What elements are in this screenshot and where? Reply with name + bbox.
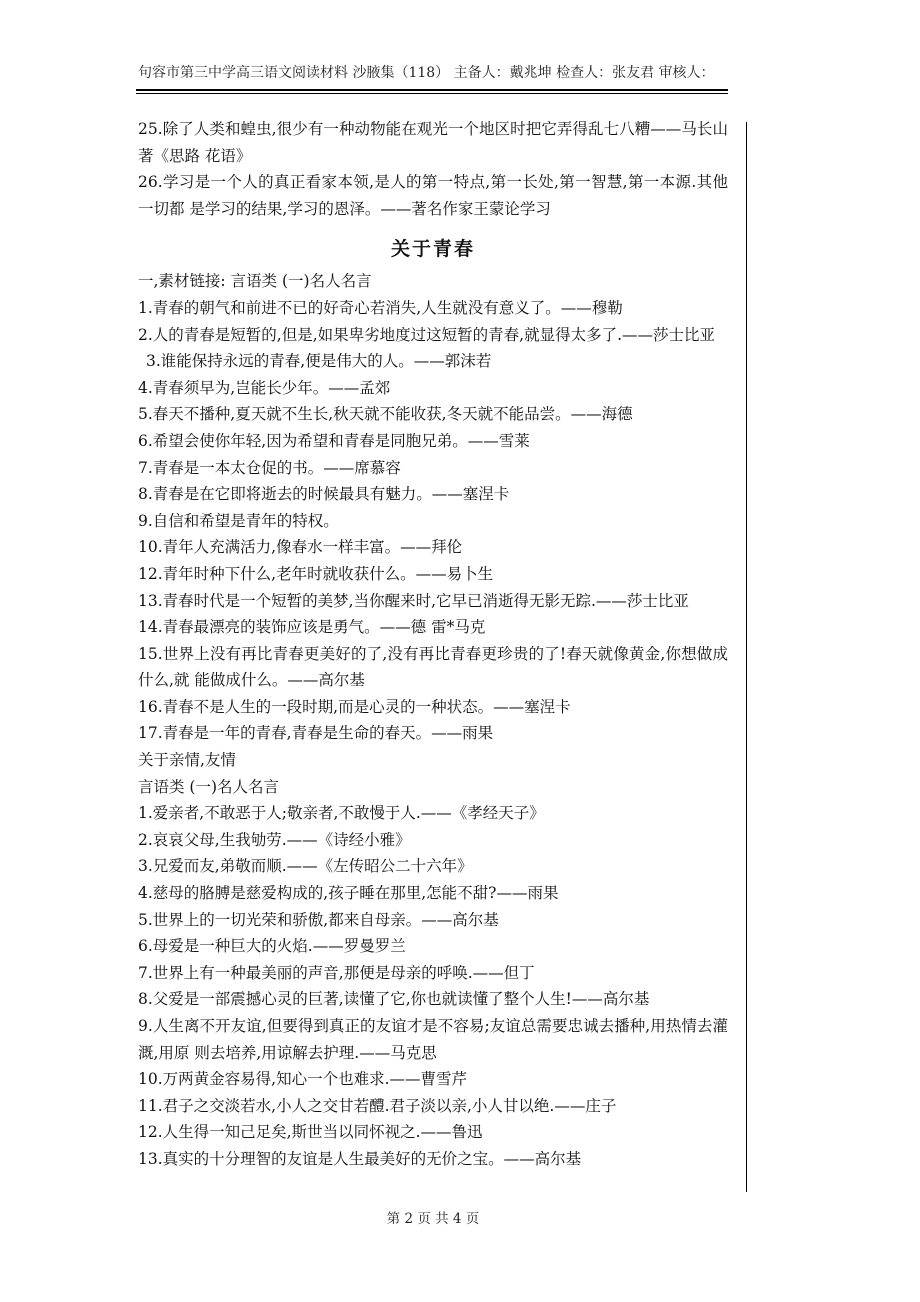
quote-line: 12.青年时种下什么,老年时就收获什么。——易卜生 <box>138 564 494 583</box>
quote-line: 6.希望会使你年轻,因为希望和青春是同胞兄弟。——雪莱 <box>138 431 530 450</box>
quote-line: 8.青春是在它即将逝去的时候最具有魅力。——塞涅卡 <box>138 485 510 504</box>
quote-line: 13.青春时代是一个短暂的美梦,当你醒来时,它早已消逝得无影无踪.——莎士比亚 <box>138 591 689 610</box>
subsection-subheading: 言语类 (一)名人名言 <box>138 777 280 796</box>
quote-line: 4.青春须早为,岂能长少年。——孟郊 <box>138 378 391 397</box>
quote-line: 10.青年人充满活力,像春水一样丰富。——拜伦 <box>138 538 463 557</box>
quote-line: 17.青春是一年的青春,青春是生命的春天。——雨果 <box>138 724 494 743</box>
quote-line: 5.世界上的一切光荣和骄傲,都来自母亲。——高尔基 <box>138 910 499 929</box>
quote-line: 10.万两黄金容易得,知心一个也难求.——曹雪芹 <box>138 1070 468 1089</box>
page-header: 句容市第三中学高三语文阅读材料 沙腋集（118） 主备人：戴兆坤 检查人：张友君 审核人： <box>138 65 715 81</box>
quote-line: 9.自信和希望是青年的特权。 <box>138 511 339 530</box>
quote-line: 9.人生离不开友谊,但要得到真正的友谊才是不容易;友谊总需要忠诚去播种,用热情去灌溉,用原 则去培养,用谅解去护理.——马克思 <box>138 1017 728 1062</box>
header-rule <box>136 89 728 91</box>
quote-line: 7.世界上有一种最美丽的声音,那便是母亲的呼唤.——但丁 <box>138 963 535 982</box>
quote-line: 3.谁能保持永远的青春,便是伟大的人。——郭沫若 <box>146 352 492 371</box>
quote-line: 13.真实的十分理智的友谊是人生最美好的无价之宝。——高尔基 <box>138 1149 582 1168</box>
quote-line: 8.父爱是一部震撼心灵的巨著,读懂了它,你也就读懂了整个人生!——高尔基 <box>138 990 650 1009</box>
subsection-heading: 关于亲情,友情 <box>138 751 236 770</box>
quote-line: 2.哀哀父母,生我劬劳.——《诗经小雅》 <box>138 830 411 849</box>
quote-line: 5.春天不播种,夏天就不生长,秋天就不能收获,冬天就不能品尝。——海德 <box>138 405 633 424</box>
section-title: 关于青春 <box>390 238 475 261</box>
quote-line: 6.母爱是一种巨大的火焰.——罗曼罗兰 <box>138 937 406 956</box>
quote-paragraph: 26.学习是一个人的真正看家本领,是人的第一特点,第一长处,第一智慧,第一本源.其他一切都 是学习的结果,学习的恩泽。——著名作家王蒙论学习 <box>138 173 728 218</box>
subsection-heading: 一,素材链接: 言语类 (一)名人名言 <box>138 272 372 291</box>
quote-paragraph: 25.除了人类和蝗虫,很少有一种动物能在观光一个地区时把它弄得乱七八糟——马长山著《思路 花语》 <box>138 120 728 165</box>
quote-line: 4.慈母的胳膊是慈爱构成的,孩子睡在那里,怎能不甜?——雨果 <box>138 884 559 903</box>
margin-rule <box>746 122 747 1192</box>
quote-line: 3.兄爱而友,弟敬而顺.——《左传昭公二十六年》 <box>138 857 473 876</box>
quote-line: 1.青春的朝气和前进不已的好奇心若消失,人生就没有意义了。——穆勒 <box>138 298 623 317</box>
quote-line: 16.青春不是人生的一段时期,而是心灵的一种状态。——塞涅卡 <box>138 697 571 716</box>
quote-line: 7.青春是一本太仓促的书。——席慕容 <box>138 458 401 477</box>
quote-line: 2.人的青春是短暂的,但是,如果卑劣地度过这短暂的青春,就显得太多了.——莎士比亚 <box>138 325 715 344</box>
quote-line: 15.世界上没有再比青春更美好的了,没有再比青春更珍贵的了!春天就像黄金,你想做成什么,就 能做成什么。——高尔基 <box>138 644 728 690</box>
quote-line: 1.爱亲者,不敢恶于人;敬亲者,不敢慢于人.——《孝经天子》 <box>138 804 545 823</box>
quote-line: 14.青春最漂亮的装饰应该是勇气。——德 雷*马克 <box>138 618 486 637</box>
quote-line: 11.君子之交淡若水,小人之交甘若醴.君子淡以亲,小人甘以绝.——庄子 <box>138 1096 617 1115</box>
quote-line: 12.人生得一知己足矣,斯世当以同怀视之.——鲁迅 <box>138 1123 483 1142</box>
document-body <box>138 116 728 1173</box>
header-rule-thin <box>136 93 728 94</box>
page-footer: 第 2 页 共 4 页 <box>386 1211 480 1227</box>
